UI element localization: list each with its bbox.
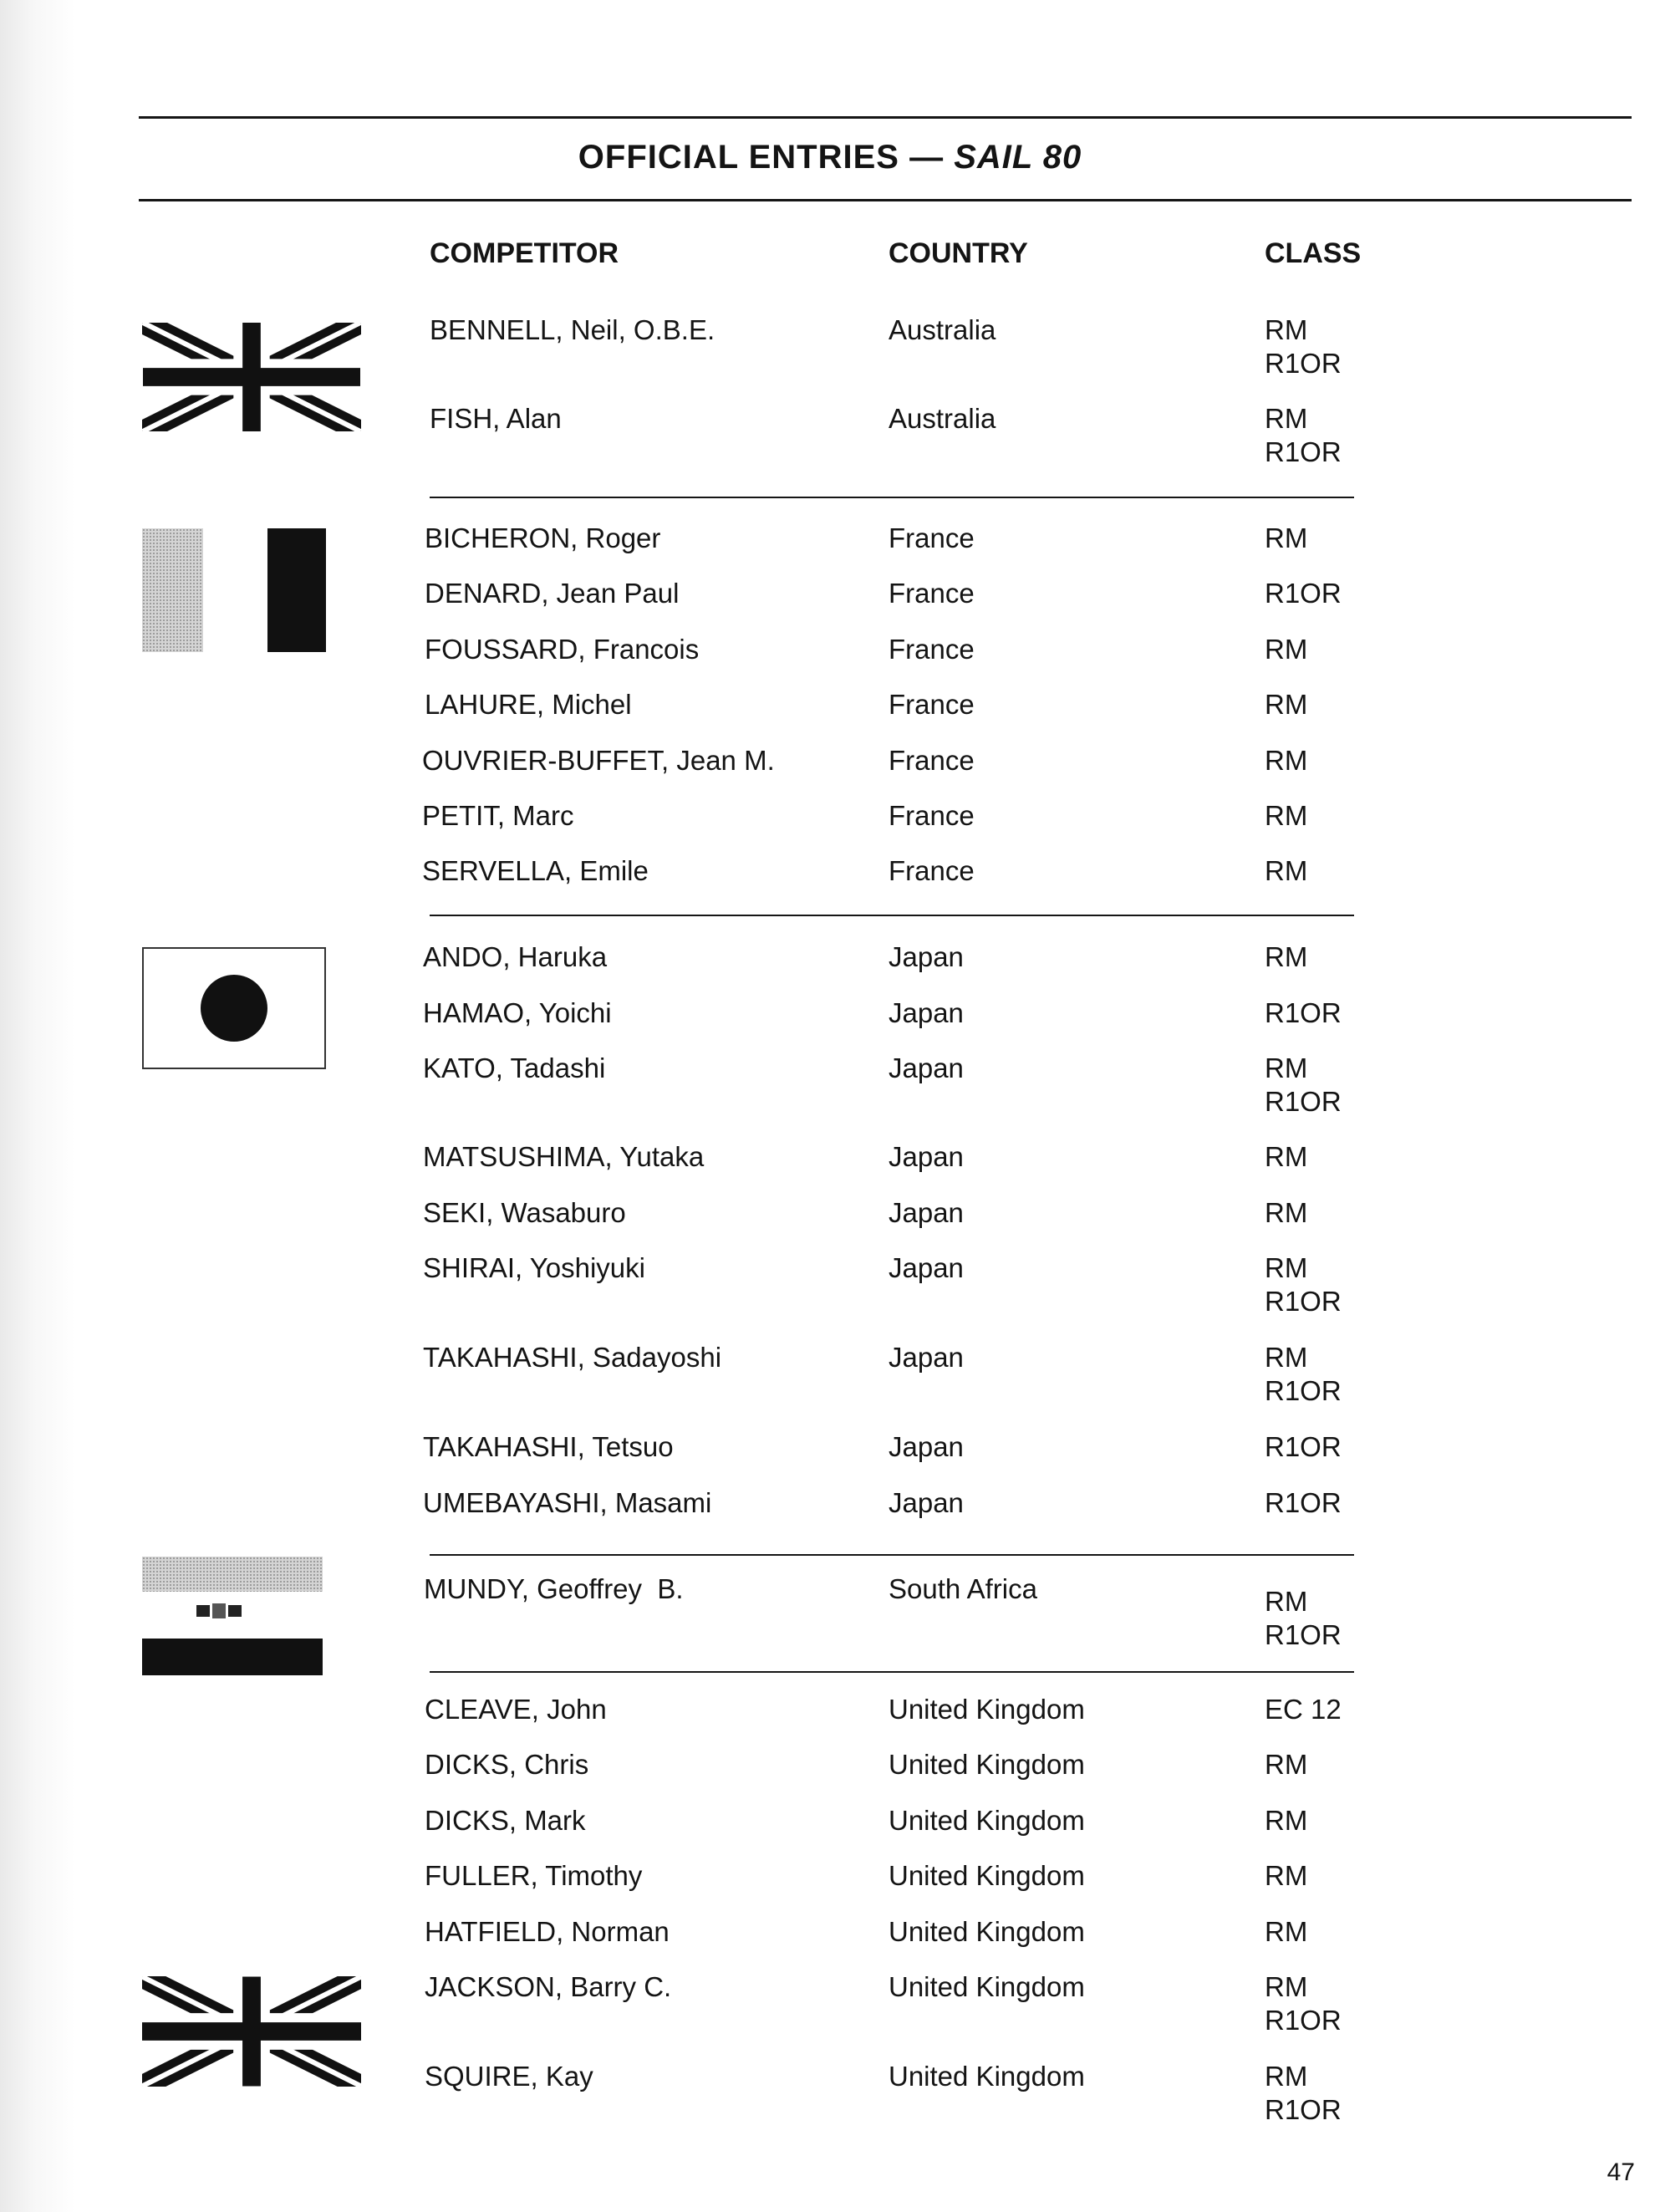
entry-competitor: OUVRIER-BUFFET, Jean M. [422,745,775,776]
entry-class [1265,1748,1307,1781]
entry-competitor: MATSUSHIMA, Yutaka [423,1141,705,1172]
entry-country: France [889,745,975,776]
group-separator [430,1671,1354,1673]
entry-class [1265,1052,1342,1119]
group-separator [430,915,1354,916]
entry-competitor: LAHURE, Michel [425,689,632,720]
title-underline [139,199,1632,201]
entry-class [1265,1804,1307,1837]
entry-competitor: TAKAHASHI, Sadayoshi [423,1342,722,1373]
entry-country: United Kingdom [889,1805,1085,1836]
class-code: R1OR [1265,1487,1342,1518]
class-code: RM [1265,1749,1308,1780]
class-code: RM [1265,403,1308,434]
entry-country: France [889,855,975,886]
class-code: R1OR [1265,1375,1342,1406]
entry-competitor: JACKSON, Barry C. [425,1971,672,2002]
entry-competitor: BICHERON, Roger [425,522,661,553]
entry-class [1265,402,1342,469]
entry-country: United Kingdom [889,1916,1085,1947]
class-code: R1OR [1265,1619,1342,1650]
entry-country: United Kingdom [889,1694,1085,1725]
class-code: R1OR [1265,1086,1342,1117]
page-title [0,139,1660,176]
title-main: OFFICIAL ENTRIES — [578,139,945,176]
entry-competitor: SQUIRE, Kay [425,2061,593,2092]
class-code: R1OR [1265,436,1342,467]
entry-class [1265,633,1307,666]
entry-class [1265,2060,1342,2127]
entry-class [1265,1859,1307,1893]
entry-country: France [889,634,975,665]
entry-class [1265,313,1342,380]
class-code: RM [1265,1252,1308,1283]
entry-country: Japan [889,1431,964,1462]
entry-class [1265,1196,1307,1230]
entry-competitor: DICKS, Mark [425,1805,586,1836]
entry-class [1265,1693,1342,1726]
entry-country: United Kingdom [889,2061,1085,2092]
entry-class [1265,1430,1342,1464]
header-country: COUNTRY [889,237,1028,269]
entry-competitor: KATO, Tadashi [423,1052,606,1083]
entry-country: Australia [889,314,996,345]
class-code: RM [1265,1971,1308,2002]
header-competitor: COMPETITOR [430,237,619,269]
entry-class [1265,854,1307,888]
entry-class [1265,1915,1307,1949]
entry-class [1265,1251,1342,1318]
entry-country: France [889,578,975,609]
entry-competitor: MUNDY, Geoffrey B. [424,1573,684,1604]
header-class: CLASS [1265,237,1362,269]
class-code: RM [1265,522,1308,553]
class-code: RM [1265,634,1308,665]
class-code: R1OR [1265,2094,1342,2125]
entry-country: United Kingdom [889,1971,1085,2002]
class-code: RM [1265,1586,1308,1617]
page-number: 47 [1607,2158,1635,2186]
class-code: RM [1265,1916,1308,1947]
entry-competitor: PETIT, Marc [422,800,574,831]
france-flag-icon [142,528,326,652]
entry-country: Japan [889,941,964,972]
entry-country: Japan [889,1487,964,1518]
entry-competitor: FULLER, Timothy [425,1860,643,1891]
entry-country: Japan [889,1342,964,1373]
group-separator [430,497,1354,498]
entry-competitor: ANDO, Haruka [423,941,608,972]
entry-class [1265,577,1342,610]
entry-competitor: HAMAO, Yoichi [423,997,612,1028]
class-code: RM [1265,1052,1308,1083]
class-code: R1OR [1265,2005,1342,2036]
entry-class [1265,1341,1342,1408]
entry-country: South Africa [889,1573,1037,1604]
entry-country: Japan [889,997,964,1028]
australia-flag-icon [142,323,361,431]
entry-competitor: TAKAHASHI, Tetsuo [423,1431,674,1462]
top-rule [139,116,1632,119]
class-code: RM [1265,2061,1308,2092]
title-italic: SAIL 80 [954,139,1082,176]
entry-class [1265,1486,1342,1520]
japan-flag-icon [142,947,326,1069]
class-code: RM [1265,1141,1308,1172]
entry-country: Australia [889,403,996,434]
entry-competitor: SEKI, Wasaburo [423,1197,626,1228]
entry-competitor: BENNELL, Neil, O.B.E. [430,314,715,345]
entry-country: United Kingdom [889,1749,1085,1780]
entry-country: Japan [889,1141,964,1172]
entry-country: Japan [889,1252,964,1283]
entry-competitor: SERVELLA, Emile [422,855,649,886]
united-kingdom-flag-icon [142,1976,361,2087]
class-code: RM [1265,800,1308,831]
class-code: RM [1265,1860,1308,1891]
entry-country: Japan [889,1197,964,1228]
class-code: RM [1265,1197,1308,1228]
class-code: R1OR [1265,578,1342,609]
entry-competitor: FISH, Alan [430,403,562,434]
class-code: R1OR [1265,1431,1342,1462]
entry-competitor: FOUSSARD, Francois [425,634,700,665]
entry-competitor: HATFIELD, Norman [425,1916,670,1947]
entry-competitor: UMEBAYASHI, Masami [423,1487,712,1518]
class-code: EC 12 [1265,1694,1342,1725]
entry-country: France [889,522,975,553]
class-code: RM [1265,689,1308,720]
entry-class [1265,996,1342,1030]
entry-class [1265,799,1307,833]
entry-class [1265,688,1307,721]
class-code: RM [1265,1805,1308,1836]
entry-class [1265,522,1307,555]
entry-competitor: CLEAVE, John [425,1694,607,1725]
entry-competitor: SHIRAI, Yoshiyuki [423,1252,645,1283]
entry-country: France [889,689,975,720]
entry-competitor: DICKS, Chris [425,1749,589,1780]
entry-country: United Kingdom [889,1860,1085,1891]
south-africa-flag-icon [142,1557,323,1675]
class-code: R1OR [1265,997,1342,1028]
class-code: RM [1265,745,1308,776]
class-code: R1OR [1265,348,1342,379]
entry-country: France [889,800,975,831]
entry-class [1265,744,1307,777]
class-code: RM [1265,941,1308,972]
entry-competitor: DENARD, Jean Paul [425,578,680,609]
class-code: RM [1265,1342,1308,1373]
entry-class [1265,1585,1342,1652]
class-code: R1OR [1265,1286,1342,1317]
group-separator [430,1554,1354,1556]
entry-class [1265,1140,1307,1174]
entry-class [1265,1970,1342,2037]
class-code: RM [1265,855,1308,886]
entry-country: Japan [889,1052,964,1083]
class-code: RM [1265,314,1308,345]
entry-class [1265,940,1307,974]
